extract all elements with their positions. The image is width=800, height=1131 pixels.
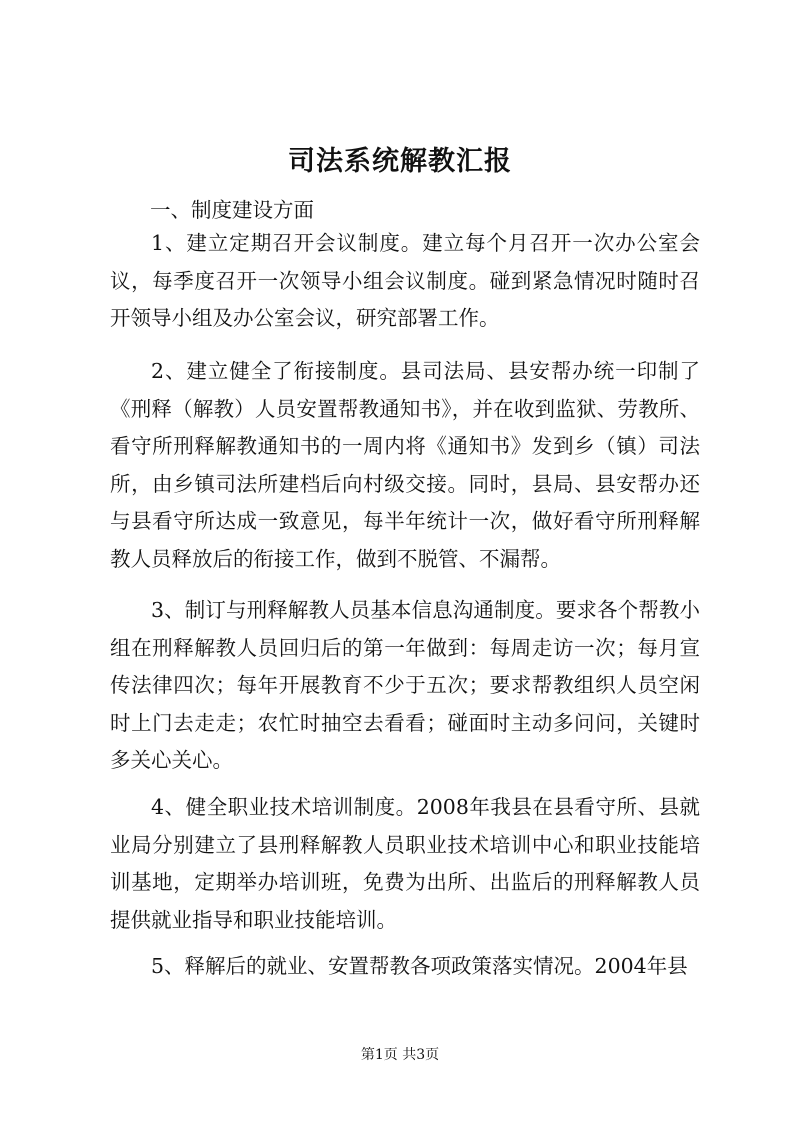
paragraph-2: 2、建立健全了衔接制度。县司法局、县安帮办统一印制了《刑释（解教）人员安置帮教通知书》，并在收到监狱、劳教所、看守所刑释解教通知书的一周内将《通知书》发到乡（镇）司法所，由乡镇司法所建档后向村级交接。同时，县局、县安帮办还与县看守所达成一致意见，每半年统计一次，做好看守所刑释解教人员释放后的衔接工作，做到不脱管、不漏帮。 — [110, 359, 700, 571]
page-footer: 第1页 共3页 — [360, 1047, 440, 1063]
page-title: 司法系统解教汇报 — [288, 146, 512, 177]
paragraph-4: 4、健全职业技术培训制度。2008年我县在县看守所、县就业局分别建立了县刑释解教人员职业技术培训中心和职业技能培训基地，定期举办培训班，免费为出所、出监后的刑释解教人员提供就业指导和职业技能培训。 — [110, 795, 700, 932]
paragraph-1: 1、建立定期召开会议制度。建立每个月召开一次办公室会议，每季度召开一次领导小组会议制度。碰到紧急情况时随时召开领导小组及办公室会议，研究部署工作。 — [110, 231, 700, 331]
section-heading: 一、制度建设方面 — [150, 198, 314, 222]
paragraph-3: 3、制订与刑释解教人员基本信息沟通制度。要求各个帮教小组在刑释解教人员回归后的第一年做到：每周走访一次；每月宣传法律四次；每年开展教育不少于五次；要求帮教组织人员空闲时上门去走走；农忙时抽空去看看；碰面时主动多问问，关键时多关心关心。 — [110, 598, 700, 773]
paragraph-5: 5、释解后的就业、安置帮教各项政策落实情况。2004年县 — [151, 954, 688, 978]
